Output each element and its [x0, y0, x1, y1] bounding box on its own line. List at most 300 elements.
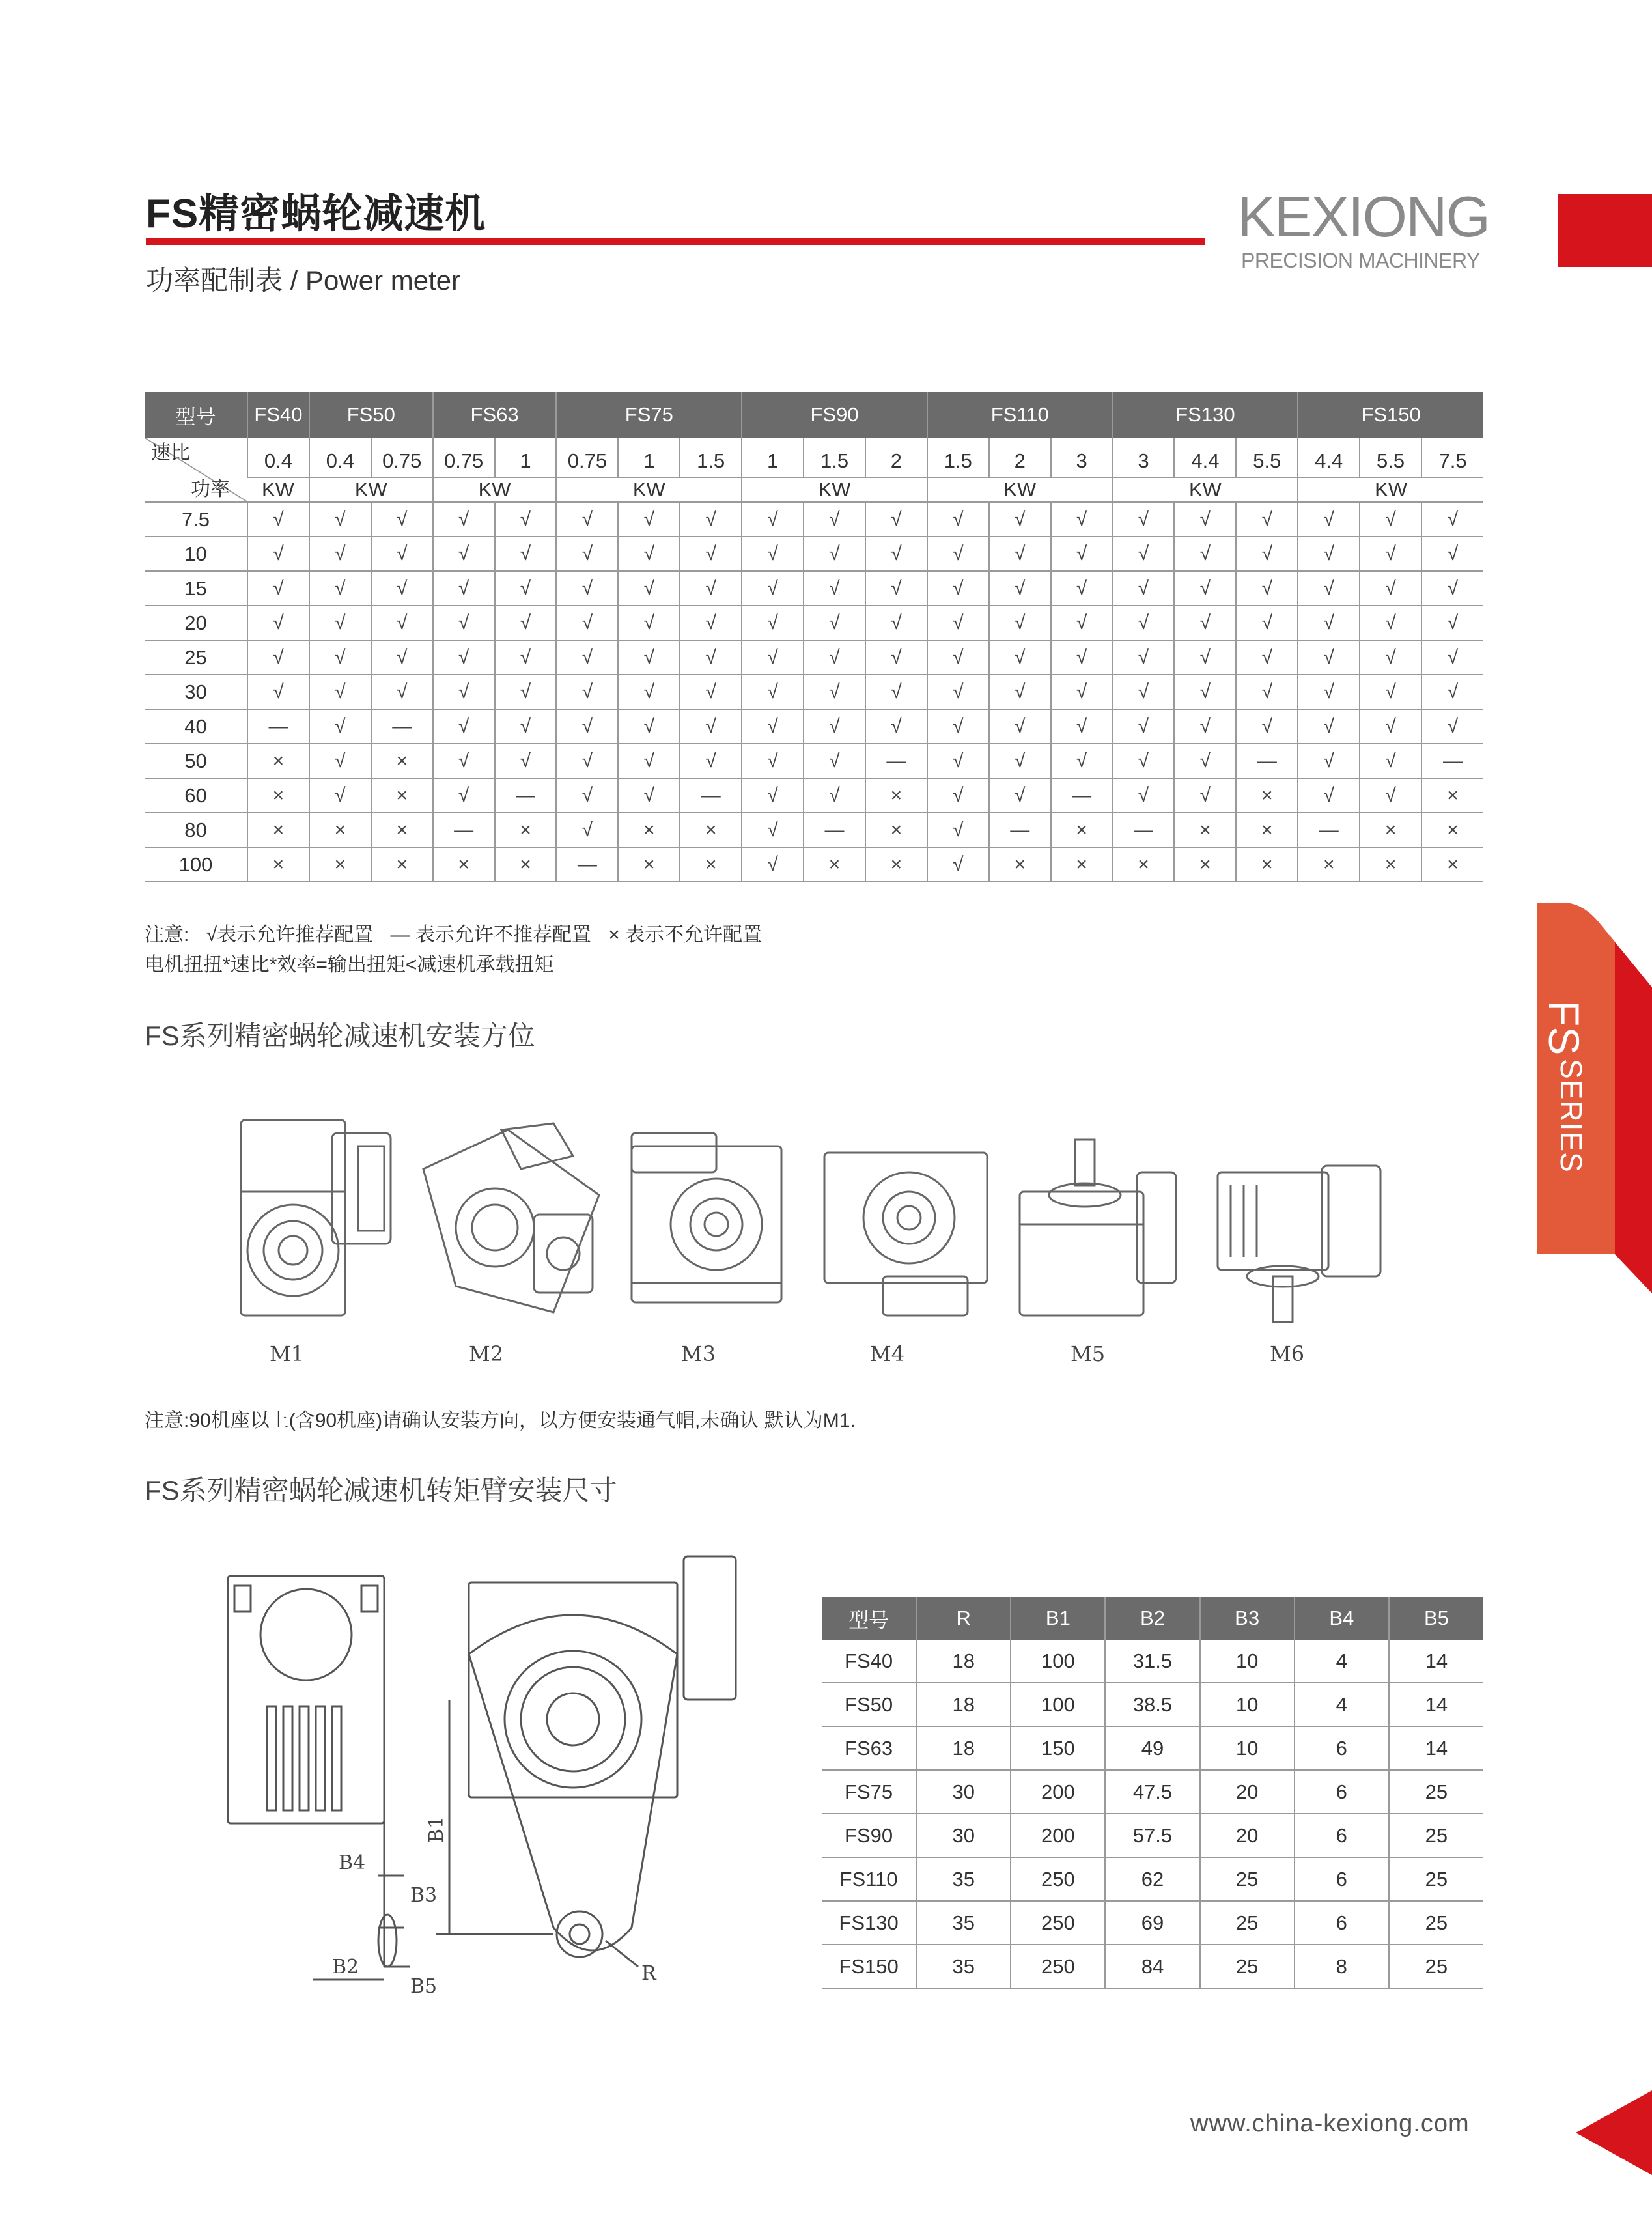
config-mark-cell: √ — [556, 606, 618, 640]
config-mark-cell: × — [865, 778, 927, 813]
config-mark-cell: √ — [1051, 502, 1113, 537]
config-mark-cell: √ — [1421, 606, 1483, 640]
config-mark-cell: √ — [495, 502, 557, 537]
ratio-cell: 1 — [618, 438, 680, 477]
ratio-row — [145, 438, 1483, 477]
ratio-cell: 0.4 — [309, 438, 371, 477]
table-row — [822, 1814, 1483, 1857]
side-tab-main: FS — [1540, 1000, 1588, 1056]
page-arrow-icon[interactable] — [1576, 2090, 1652, 2175]
dim-value-cell: 25 — [1200, 1945, 1295, 1988]
config-mark-cell: — — [1236, 744, 1298, 778]
config-mark-cell: √ — [804, 640, 865, 675]
note-label: 注意: — [145, 924, 189, 946]
power-value-cell: 30 — [145, 675, 247, 709]
config-mark-cell: √ — [1298, 675, 1360, 709]
brand-red-block — [1558, 194, 1652, 267]
config-mark-cell: × — [680, 813, 742, 847]
config-mark-cell: √ — [1113, 709, 1175, 744]
ratio-cell: 3 — [1051, 438, 1113, 477]
config-mark-cell: × — [433, 847, 495, 882]
config-mark-cell: √ — [742, 778, 804, 813]
config-mark-cell: √ — [1298, 537, 1360, 571]
title-underline — [146, 238, 1205, 245]
dim-label-r: R — [641, 1962, 656, 1985]
mounting-section-title: FS系列精密蜗轮减速机安装方位 — [145, 1020, 535, 1051]
config-mark-cell: √ — [309, 537, 371, 571]
config-mark-cell: √ — [618, 778, 680, 813]
config-mark-cell: √ — [927, 571, 989, 606]
dim-value-cell: 30 — [916, 1814, 1011, 1857]
config-mark-cell: √ — [1051, 640, 1113, 675]
config-mark-cell: √ — [371, 571, 433, 606]
config-mark-cell: — — [1298, 813, 1360, 847]
config-mark-cell: √ — [680, 709, 742, 744]
config-mark-cell: √ — [1360, 675, 1421, 709]
dim-value-cell: FS40 — [822, 1640, 916, 1683]
config-mark-cell: × — [804, 847, 865, 882]
table-row — [145, 744, 1483, 778]
dim-value-cell: 6 — [1295, 1726, 1389, 1770]
dim-value-cell: 57.5 — [1105, 1814, 1199, 1857]
dim-value-cell: 6 — [1295, 1857, 1389, 1901]
config-mark-cell: √ — [989, 744, 1051, 778]
config-mark-cell: √ — [865, 709, 927, 744]
dim-header-cell: B5 — [1389, 1597, 1483, 1640]
config-mark-cell: √ — [1298, 502, 1360, 537]
config-mark-cell: × — [865, 847, 927, 882]
config-mark-cell: √ — [1360, 571, 1421, 606]
table-row — [145, 813, 1483, 847]
config-mark-cell: — — [433, 813, 495, 847]
config-mark-cell: √ — [1236, 675, 1298, 709]
config-mark-cell: √ — [1236, 606, 1298, 640]
dim-header-cell: R — [916, 1597, 1011, 1640]
config-mark-cell: √ — [1174, 606, 1236, 640]
config-mark-cell: √ — [309, 744, 371, 778]
config-mark-cell: √ — [309, 778, 371, 813]
config-mark-cell: √ — [556, 571, 618, 606]
config-mark-cell: √ — [742, 640, 804, 675]
dim-value-cell: 20 — [1200, 1770, 1295, 1814]
dim-value-cell: FS90 — [822, 1814, 916, 1857]
config-mark-cell: √ — [309, 606, 371, 640]
dim-value-cell: FS63 — [822, 1726, 916, 1770]
unit-cell: KW — [742, 477, 927, 502]
config-mark-cell: √ — [804, 778, 865, 813]
config-mark-cell: √ — [1051, 709, 1113, 744]
config-mark-cell: √ — [1113, 537, 1175, 571]
config-mark-cell: √ — [1298, 709, 1360, 744]
config-mark-cell: × — [1421, 813, 1483, 847]
config-mark-cell: √ — [433, 502, 495, 537]
config-mark-cell: × — [247, 813, 309, 847]
page-subtitle: 功率配制表 / Power meter — [146, 265, 461, 296]
mount-m5-drawing — [1013, 1133, 1189, 1328]
dim-value-cell: 25 — [1389, 1901, 1483, 1945]
config-mark-cell: √ — [680, 502, 742, 537]
config-mark-cell: √ — [680, 537, 742, 571]
config-mark-cell: √ — [433, 537, 495, 571]
table-row — [822, 1770, 1483, 1814]
model-header-cell: FS50 — [309, 392, 433, 438]
dim-value-cell: 200 — [1011, 1814, 1105, 1857]
ratio-cell: 1.5 — [927, 438, 989, 477]
config-mark-cell: √ — [680, 606, 742, 640]
config-mark-cell: × — [1113, 847, 1175, 882]
config-mark-cell: √ — [804, 571, 865, 606]
legend-note — [145, 918, 774, 947]
dim-value-cell: 14 — [1389, 1683, 1483, 1726]
dim-value-cell: 100 — [1011, 1683, 1105, 1726]
config-mark-cell: × — [865, 813, 927, 847]
unit-cell: KW — [433, 477, 557, 502]
config-mark-cell: × — [247, 778, 309, 813]
dim-value-cell: 25 — [1389, 1814, 1483, 1857]
config-mark-cell: √ — [495, 571, 557, 606]
website-link[interactable]: www.china-kexiong.com — [1190, 2110, 1470, 2137]
config-mark-cell: √ — [804, 744, 865, 778]
mount-m4-label: M4 — [870, 1342, 905, 1366]
ratio-cell: 4.4 — [1298, 438, 1360, 477]
config-mark-cell: — — [1051, 778, 1113, 813]
config-mark-cell: √ — [989, 709, 1051, 744]
config-mark-cell: √ — [556, 537, 618, 571]
ratio-cell: 1 — [495, 438, 557, 477]
config-mark-cell: √ — [989, 606, 1051, 640]
config-mark-cell: √ — [1113, 778, 1175, 813]
dim-value-cell: 38.5 — [1105, 1683, 1199, 1726]
config-mark-cell: √ — [1051, 744, 1113, 778]
dim-value-cell: 69 — [1105, 1901, 1199, 1945]
config-mark-cell: √ — [865, 675, 927, 709]
config-mark-cell: √ — [1421, 571, 1483, 606]
config-mark-cell: √ — [927, 675, 989, 709]
config-mark-cell: √ — [989, 571, 1051, 606]
config-mark-cell: — — [989, 813, 1051, 847]
page-title: FS精密蜗轮减速机 — [146, 191, 486, 236]
config-mark-cell: √ — [680, 571, 742, 606]
config-mark-cell: √ — [989, 537, 1051, 571]
config-mark-cell: √ — [1298, 778, 1360, 813]
config-mark-cell: √ — [1174, 537, 1236, 571]
dim-value-cell: FS130 — [822, 1901, 916, 1945]
dim-value-cell: 250 — [1011, 1857, 1105, 1901]
config-mark-cell: √ — [1174, 709, 1236, 744]
power-value-cell: 20 — [145, 606, 247, 640]
corner-ratio-label: 速比 — [151, 442, 190, 464]
config-mark-cell: × — [618, 847, 680, 882]
config-mark-cell: √ — [618, 537, 680, 571]
config-mark-cell: √ — [309, 502, 371, 537]
config-mark-cell: √ — [1174, 675, 1236, 709]
config-mark-cell: √ — [1174, 640, 1236, 675]
dim-value-cell: 84 — [1105, 1945, 1199, 1988]
config-mark-cell: √ — [989, 675, 1051, 709]
table-row — [145, 502, 1483, 537]
table-row — [145, 640, 1483, 675]
config-mark-cell: √ — [865, 606, 927, 640]
brand-logo-text: KEXIONG — [1237, 184, 1489, 249]
mounting-note: 注意:90机座以上(含90机座)请确认安装方向，以方便安装通气帽,未确认 默认为M1. — [145, 1410, 856, 1431]
config-mark-cell: √ — [742, 502, 804, 537]
config-mark-cell: √ — [804, 537, 865, 571]
model-header-cell: FS40 — [247, 392, 309, 438]
dim-value-cell: 250 — [1011, 1901, 1105, 1945]
model-header-label: 型号 — [145, 392, 247, 438]
ratio-cell: 0.4 — [247, 438, 309, 477]
ratio-cell: 3 — [1113, 438, 1175, 477]
ratio-cell: 0.75 — [556, 438, 618, 477]
dim-value-cell: 6 — [1295, 1901, 1389, 1945]
dim-value-cell: 49 — [1105, 1726, 1199, 1770]
power-table — [145, 392, 1483, 882]
config-mark-cell: √ — [556, 778, 618, 813]
dim-label-b3: B3 — [410, 1884, 438, 1907]
ratio-cell: 5.5 — [1360, 438, 1421, 477]
dim-header-cell: 型号 — [822, 1597, 916, 1640]
table-row — [145, 571, 1483, 606]
config-mark-cell: √ — [247, 571, 309, 606]
config-mark-cell: √ — [247, 640, 309, 675]
torque-arm-section-title: FS系列精密蜗轮减速机转矩臂安装尺寸 — [145, 1475, 617, 1506]
config-mark-cell: √ — [804, 709, 865, 744]
model-header-cell: FS130 — [1113, 392, 1298, 438]
dim-value-cell: 100 — [1011, 1640, 1105, 1683]
config-mark-cell: √ — [865, 571, 927, 606]
table-row — [822, 1945, 1483, 1988]
config-mark-cell: √ — [1174, 744, 1236, 778]
dim-header-cell: B4 — [1295, 1597, 1389, 1640]
config-mark-cell: — — [495, 778, 557, 813]
power-value-cell: 100 — [145, 847, 247, 882]
config-mark-cell: √ — [742, 537, 804, 571]
config-mark-cell: √ — [618, 571, 680, 606]
dim-value-cell: 30 — [916, 1770, 1011, 1814]
brand-tagline: PRECISION MACHINERY — [1241, 249, 1480, 272]
dim-header-cell: B1 — [1011, 1597, 1105, 1640]
unit-cell: KW — [1113, 477, 1298, 502]
dim-value-cell: 62 — [1105, 1857, 1199, 1901]
dim-value-cell: FS75 — [822, 1770, 916, 1814]
mount-m6-drawing — [1211, 1159, 1393, 1328]
config-mark-cell: √ — [495, 744, 557, 778]
config-mark-cell: √ — [618, 675, 680, 709]
dim-value-cell: 14 — [1389, 1726, 1483, 1770]
config-mark-cell: × — [1421, 778, 1483, 813]
side-tab-sub: SERIES — [1554, 1059, 1588, 1173]
config-mark-cell: √ — [1298, 744, 1360, 778]
ratio-cell: 1 — [742, 438, 804, 477]
config-mark-cell: √ — [1360, 640, 1421, 675]
config-mark-cell: × — [371, 847, 433, 882]
config-mark-cell: √ — [1360, 537, 1421, 571]
dim-label-b5: B5 — [410, 1975, 438, 1998]
dim-value-cell: 18 — [916, 1683, 1011, 1726]
config-mark-cell: √ — [371, 606, 433, 640]
config-mark-cell: √ — [247, 675, 309, 709]
config-mark-cell: × — [371, 744, 433, 778]
config-mark-cell: × — [309, 813, 371, 847]
config-mark-cell: × — [247, 744, 309, 778]
config-mark-cell: √ — [1174, 571, 1236, 606]
config-mark-cell: × — [247, 847, 309, 882]
unit-cell: KW — [247, 477, 309, 502]
config-mark-cell: √ — [618, 640, 680, 675]
ratio-cell: 1.5 — [804, 438, 865, 477]
config-mark-cell: √ — [742, 709, 804, 744]
dim-value-cell: 47.5 — [1105, 1770, 1199, 1814]
config-mark-cell: √ — [927, 640, 989, 675]
config-mark-cell: √ — [1421, 640, 1483, 675]
dim-value-cell: 10 — [1200, 1683, 1295, 1726]
config-mark-cell: × — [1051, 813, 1113, 847]
config-mark-cell: √ — [680, 744, 742, 778]
config-mark-cell: × — [1360, 813, 1421, 847]
config-mark-cell: √ — [927, 502, 989, 537]
dim-value-cell: 25 — [1200, 1857, 1295, 1901]
config-mark-cell: √ — [1051, 675, 1113, 709]
config-mark-cell: √ — [1360, 709, 1421, 744]
config-mark-cell: √ — [1051, 537, 1113, 571]
power-value-cell: 60 — [145, 778, 247, 813]
power-value-cell: 80 — [145, 813, 247, 847]
config-mark-cell: √ — [680, 640, 742, 675]
unit-cell: KW — [309, 477, 433, 502]
power-value-cell: 7.5 — [145, 502, 247, 537]
model-header-cell: FS63 — [433, 392, 557, 438]
torque-arm-table — [822, 1597, 1483, 1989]
config-mark-cell: √ — [927, 778, 989, 813]
table-row — [145, 606, 1483, 640]
mount-m2-drawing — [404, 1117, 612, 1325]
config-mark-cell: √ — [927, 744, 989, 778]
dim-value-cell: 25 — [1389, 1945, 1483, 1988]
formula-note: 电机扭扭*速比*效率=输出扭矩<减速机承载扭矩 — [145, 954, 554, 976]
power-table-header — [145, 392, 1483, 438]
config-mark-cell: √ — [1113, 502, 1175, 537]
config-mark-cell: √ — [1236, 571, 1298, 606]
config-mark-cell: × — [1298, 847, 1360, 882]
dim-label-b1: B1 — [425, 1816, 448, 1843]
config-mark-cell: √ — [989, 640, 1051, 675]
dim-value-cell: FS50 — [822, 1683, 916, 1726]
config-mark-cell: √ — [309, 675, 371, 709]
config-mark-cell: × — [309, 847, 371, 882]
config-mark-cell: × — [495, 813, 557, 847]
config-mark-cell: √ — [433, 744, 495, 778]
power-value-cell: 10 — [145, 537, 247, 571]
config-mark-cell: √ — [495, 709, 557, 744]
config-mark-cell: √ — [989, 778, 1051, 813]
config-mark-cell: √ — [1421, 709, 1483, 744]
power-value-cell: 25 — [145, 640, 247, 675]
model-header-cell: FS75 — [556, 392, 742, 438]
config-mark-cell: √ — [1051, 606, 1113, 640]
dim-value-cell: FS110 — [822, 1857, 916, 1901]
dim-value-cell: 31.5 — [1105, 1640, 1199, 1683]
config-mark-cell: √ — [1360, 778, 1421, 813]
unit-cell: KW — [556, 477, 742, 502]
config-mark-cell: × — [618, 813, 680, 847]
ratio-cell: 7.5 — [1421, 438, 1483, 477]
config-mark-cell: √ — [1113, 571, 1175, 606]
table-row — [145, 709, 1483, 744]
config-mark-cell: √ — [495, 640, 557, 675]
config-mark-cell: √ — [433, 778, 495, 813]
dim-value-cell: 18 — [916, 1640, 1011, 1683]
config-mark-cell: √ — [495, 606, 557, 640]
ratio-cell: 4.4 — [1174, 438, 1236, 477]
config-mark-cell: — — [1113, 813, 1175, 847]
ratio-cell: 5.5 — [1236, 438, 1298, 477]
table-row — [822, 1901, 1483, 1945]
config-mark-cell: √ — [1421, 537, 1483, 571]
config-mark-cell: — — [1421, 744, 1483, 778]
dim-value-cell: 10 — [1200, 1726, 1295, 1770]
dim-value-cell: FS150 — [822, 1945, 916, 1988]
config-mark-cell: √ — [865, 537, 927, 571]
dim-value-cell: 14 — [1389, 1640, 1483, 1683]
ratio-cell: 2 — [865, 438, 927, 477]
ratio-cell: 1.5 — [680, 438, 742, 477]
dim-value-cell: 8 — [1295, 1945, 1389, 1988]
config-mark-cell: √ — [680, 675, 742, 709]
dim-value-cell: 200 — [1011, 1770, 1105, 1814]
config-mark-cell: √ — [1298, 640, 1360, 675]
legend-allowed: — 表示允许不推荐配置 — [390, 924, 591, 946]
config-mark-cell: √ — [433, 571, 495, 606]
config-mark-cell: √ — [371, 675, 433, 709]
config-mark-cell: — — [865, 744, 927, 778]
config-mark-cell: √ — [1298, 571, 1360, 606]
config-mark-cell: √ — [1113, 744, 1175, 778]
config-mark-cell: √ — [1360, 502, 1421, 537]
config-mark-cell: √ — [865, 640, 927, 675]
torque-arm-drawing — [215, 1550, 749, 2006]
config-mark-cell: √ — [742, 847, 804, 882]
dim-value-cell: 25 — [1389, 1770, 1483, 1814]
config-mark-cell: √ — [1236, 537, 1298, 571]
config-mark-cell: √ — [1360, 606, 1421, 640]
dim-value-cell: 25 — [1389, 1857, 1483, 1901]
config-mark-cell: √ — [618, 709, 680, 744]
config-mark-cell: √ — [371, 502, 433, 537]
config-mark-cell: √ — [742, 606, 804, 640]
config-mark-cell: √ — [927, 847, 989, 882]
config-mark-cell: √ — [804, 675, 865, 709]
config-mark-cell: — — [680, 778, 742, 813]
config-mark-cell: √ — [1236, 709, 1298, 744]
table-corner-cell — [145, 438, 247, 502]
config-mark-cell: √ — [618, 606, 680, 640]
mount-m3-label: M3 — [681, 1342, 716, 1366]
table-row — [822, 1726, 1483, 1770]
config-mark-cell: √ — [433, 709, 495, 744]
config-mark-cell: × — [1360, 847, 1421, 882]
config-mark-cell: × — [1236, 778, 1298, 813]
config-mark-cell: √ — [804, 606, 865, 640]
corner-power-label: 功率 — [191, 479, 230, 500]
dim-value-cell: 20 — [1200, 1814, 1295, 1857]
config-mark-cell: √ — [433, 606, 495, 640]
ratio-cell: 0.75 — [433, 438, 495, 477]
config-mark-cell: — — [247, 709, 309, 744]
config-mark-cell: √ — [1113, 640, 1175, 675]
config-mark-cell: √ — [495, 537, 557, 571]
config-mark-cell: × — [1174, 847, 1236, 882]
config-mark-cell: √ — [927, 606, 989, 640]
